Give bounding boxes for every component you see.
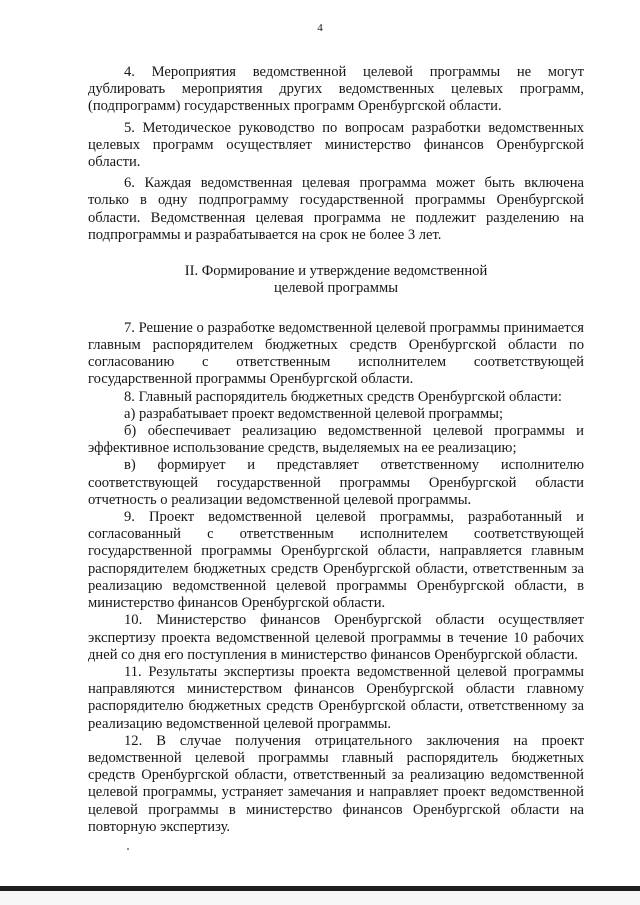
scan-speck (127, 848, 129, 850)
page-number: 4 (317, 22, 323, 34)
paragraph-9: 9. Проект ведомственной целевой программы, разработанный и согласованный с ответственным исполнителем соответствующей государственной программы Оренбургской области, направляется главным распорядителем бюджетных средств Оренбургской области, ответственным за реализацию ведомственной целевой программы Оренбургской области, в министерство финансов Оренбургской области. (88, 509, 584, 612)
section-heading-line-1: II. Формирование и утверждение ведомственной (184, 263, 488, 280)
paragraph-4: 4. Мероприятия ведомственной целевой программы не могут дублировать мероприятия других ведомственных целевых программ, (подпрограмм) государственных программ Оренбургской области. (88, 64, 584, 115)
paragraph-11: 11. Результаты экспертизы проекта ведомственной целевой программы направляются министерством финансов Оренбургской области главному распорядителю бюджетных средств Оренбургской области, ответственному за реализацию ведомственной целевой программы. (88, 663, 584, 732)
paragraph-6: 6. Каждая ведомственная целевая программа может быть включена только в одну подпрограмму государственной программы Оренбургской области. Ведомственная целевая программа не подлежит разделению на подпрограммы и разрабатывается на срок не более 3 лет. (88, 175, 584, 243)
paragraph-8-a: а) разрабатывает проект ведомственной целевой программы; (124, 405, 504, 422)
page-bottom-edge (0, 886, 640, 905)
paragraph-7: 7. Решение о разработке ведомственной целевой программы принимается главным распорядителем бюджетных средств Оренбургской области по согласованию с ответственным исполнителем соответствующей государственной программы Оренбургской области. (88, 319, 584, 388)
paragraph-5: 5. Методическое руководство по вопросам разработки ведомственных целевых программ осуществляет министерство финансов Оренбургской области. (88, 119, 584, 171)
paragraph-8-b: б) обеспечивает реализацию ведомственной целевой программы и эффективное использование средств, выделяемых на ее реализацию; (88, 423, 584, 457)
document-body (88, 64, 584, 836)
paragraph-10: 10. Министерство финансов Оренбургской области осуществляет экспертизу проекта ведомственной целевой программы в течение 10 рабочих дней со дня его поступления в министерство финансов Оренбургской области. (88, 612, 584, 663)
section-heading-line-2: целевой программы (273, 280, 399, 297)
paragraph-8: 8. Главный распорядитель бюджетных средств Оренбургской области: (124, 388, 562, 405)
paragraph-8-c: в) формирует и представляет ответственному исполнителю соответствующей государственной программы Оренбургской области отчетность о реализации ведомственной целевой программы. (88, 457, 584, 508)
section-heading (88, 263, 584, 298)
paragraph-12: 12. В случае получения отрицательного заключения на проект ведомственной целевой программы главный распорядитель бюджетных средств Оренбургской области, ответственный за реализацию ведомственной целевой программы, устраняет замечания и направляет проект ведомственной целевой программы в министерство финансов Оренбургской области на повторную экспертизу. (88, 732, 584, 835)
